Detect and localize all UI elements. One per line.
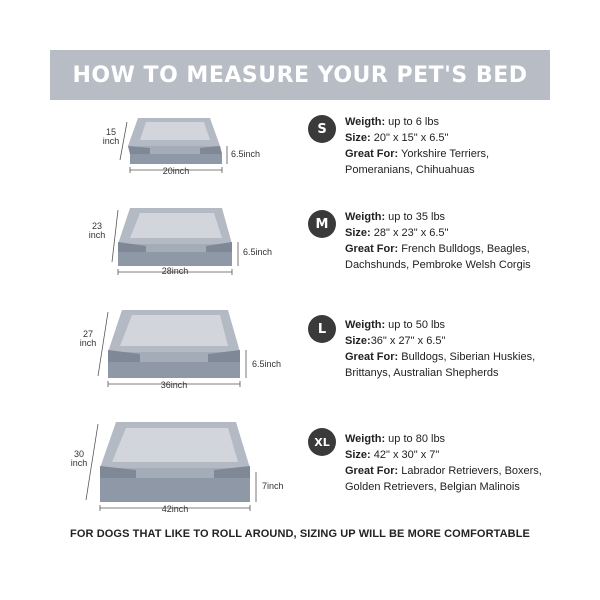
size-badge-xl: XL — [308, 428, 336, 456]
footer-note: FOR DOGS THAT LIKE TO ROLL AROUND, SIZING UP WILL BE MORE COMFORTABLE — [70, 528, 530, 540]
width-label-xl: 42inch — [161, 504, 189, 514]
size-row-xl — [0, 412, 600, 522]
bed-diagram-xl — [0, 412, 300, 522]
width-label-m: 28inch — [161, 266, 189, 276]
size-row-m — [0, 200, 600, 295]
size-info-s: Weigth: up to 6 lbs Size: 20" x 15" x 6.5" Great For: Yorkshire Terriers, Pomeranians, Chihuahuas — [345, 116, 490, 176]
depth-label-xl: 30 inch — [70, 449, 88, 469]
header-banner — [50, 50, 550, 100]
size-row-l — [0, 300, 600, 405]
bed-diagram-m — [0, 200, 300, 295]
height-label-s: 6.5inch — [231, 149, 261, 159]
width-label-l: 36inch — [160, 380, 188, 390]
size-badge-l: L — [308, 315, 336, 343]
size-badge-s: S — [308, 115, 336, 143]
depth-label-m: 23 inch — [88, 221, 106, 241]
height-label-xl: 7inch — [262, 481, 284, 491]
bed-diagram-s — [0, 110, 300, 190]
size-info-xl: Weigth: up to 80 lbs Size: 42" x 30" x 7" Great For: Labrador Retrievers, Boxers, Golden Retrievers, Belgian Malinois — [345, 433, 542, 493]
depth-label-s: 15 inch — [102, 127, 120, 147]
width-label-s: 20inch — [162, 166, 190, 176]
size-badge-m: M — [308, 210, 336, 238]
depth-label-l: 27 inch — [79, 329, 97, 349]
height-label-m: 6.5inch — [243, 247, 273, 257]
size-info-l: Weigth: up to 50 lbs Size:36" x 27" x 6.5" Great For: Bulldogs, Siberian Huskies, Brittanys, Australian Shepherds — [345, 319, 536, 379]
bed-diagram-l — [0, 300, 300, 405]
height-label-l: 6.5inch — [252, 359, 282, 369]
page-title: HOW TO MEASURE YOUR PET'S BED — [72, 62, 528, 88]
size-info-m: Weigth: up to 35 lbs Size: 28" x 23" x 6.5" Great For: French Bulldogs, Beagles, Dachshunds, Pembroke Welsh Corgis — [345, 211, 531, 271]
size-row-s — [0, 110, 600, 190]
